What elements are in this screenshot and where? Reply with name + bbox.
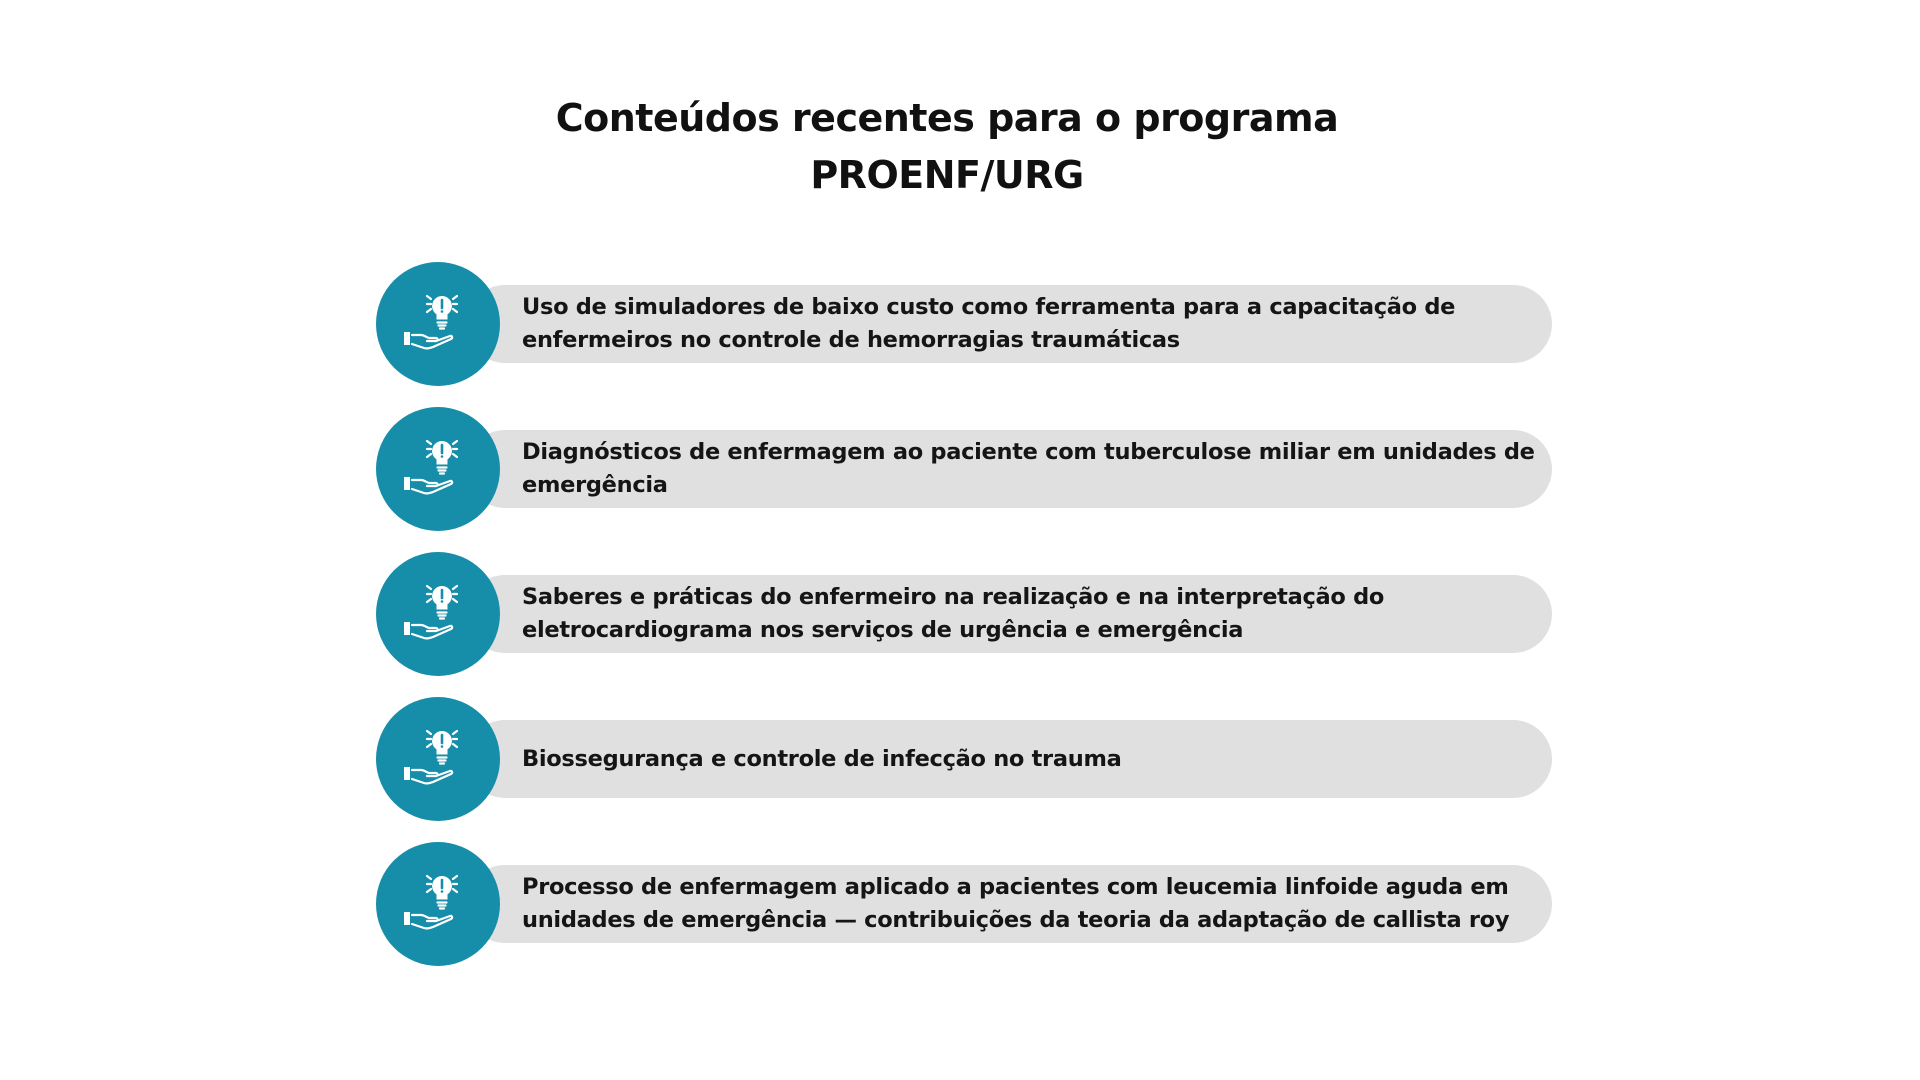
lightbulb-hand-icon <box>402 727 464 789</box>
lightbulb-hand-icon <box>402 437 464 499</box>
icon-badge <box>376 552 500 676</box>
item-label: Biossegurança e controle de infecção no trauma <box>522 745 1122 772</box>
lightbulb-hand-icon <box>402 582 464 644</box>
list-item[interactable] <box>376 407 1552 531</box>
page-title: Conteúdos recentes para o programa <box>555 96 1339 140</box>
list-item[interactable] <box>376 697 1552 821</box>
item-label: Diagnósticos de enfermagem ao paciente com tuberculose miliar em unidades de emergência <box>522 439 1535 498</box>
icon-badge <box>376 697 500 821</box>
lightbulb-hand-icon <box>402 292 464 354</box>
list-item[interactable] <box>376 262 1552 386</box>
lightbulb-hand-icon <box>402 872 464 934</box>
list-item[interactable] <box>376 552 1552 676</box>
page-title-program: PROENF/URG <box>810 153 1084 197</box>
item-label: Uso de simuladores de baixo custo como ferramenta para a capacitação de enfermeiros no controle de hemorragias traumáticas <box>522 294 1456 353</box>
item-label: Processo de enfermagem aplicado a pacientes com leucemia linfoide aguda em unidades de emergência — contribuições da teoria da adaptação de callista roy <box>522 874 1510 933</box>
icon-badge <box>376 842 500 966</box>
icon-badge <box>376 407 500 531</box>
item-label: Saberes e práticas do enfermeiro na realização e na interpretação do eletrocardiograma nos serviços de urgência e emergência <box>522 584 1385 643</box>
icon-badge <box>376 262 500 386</box>
list-item[interactable] <box>376 842 1552 966</box>
